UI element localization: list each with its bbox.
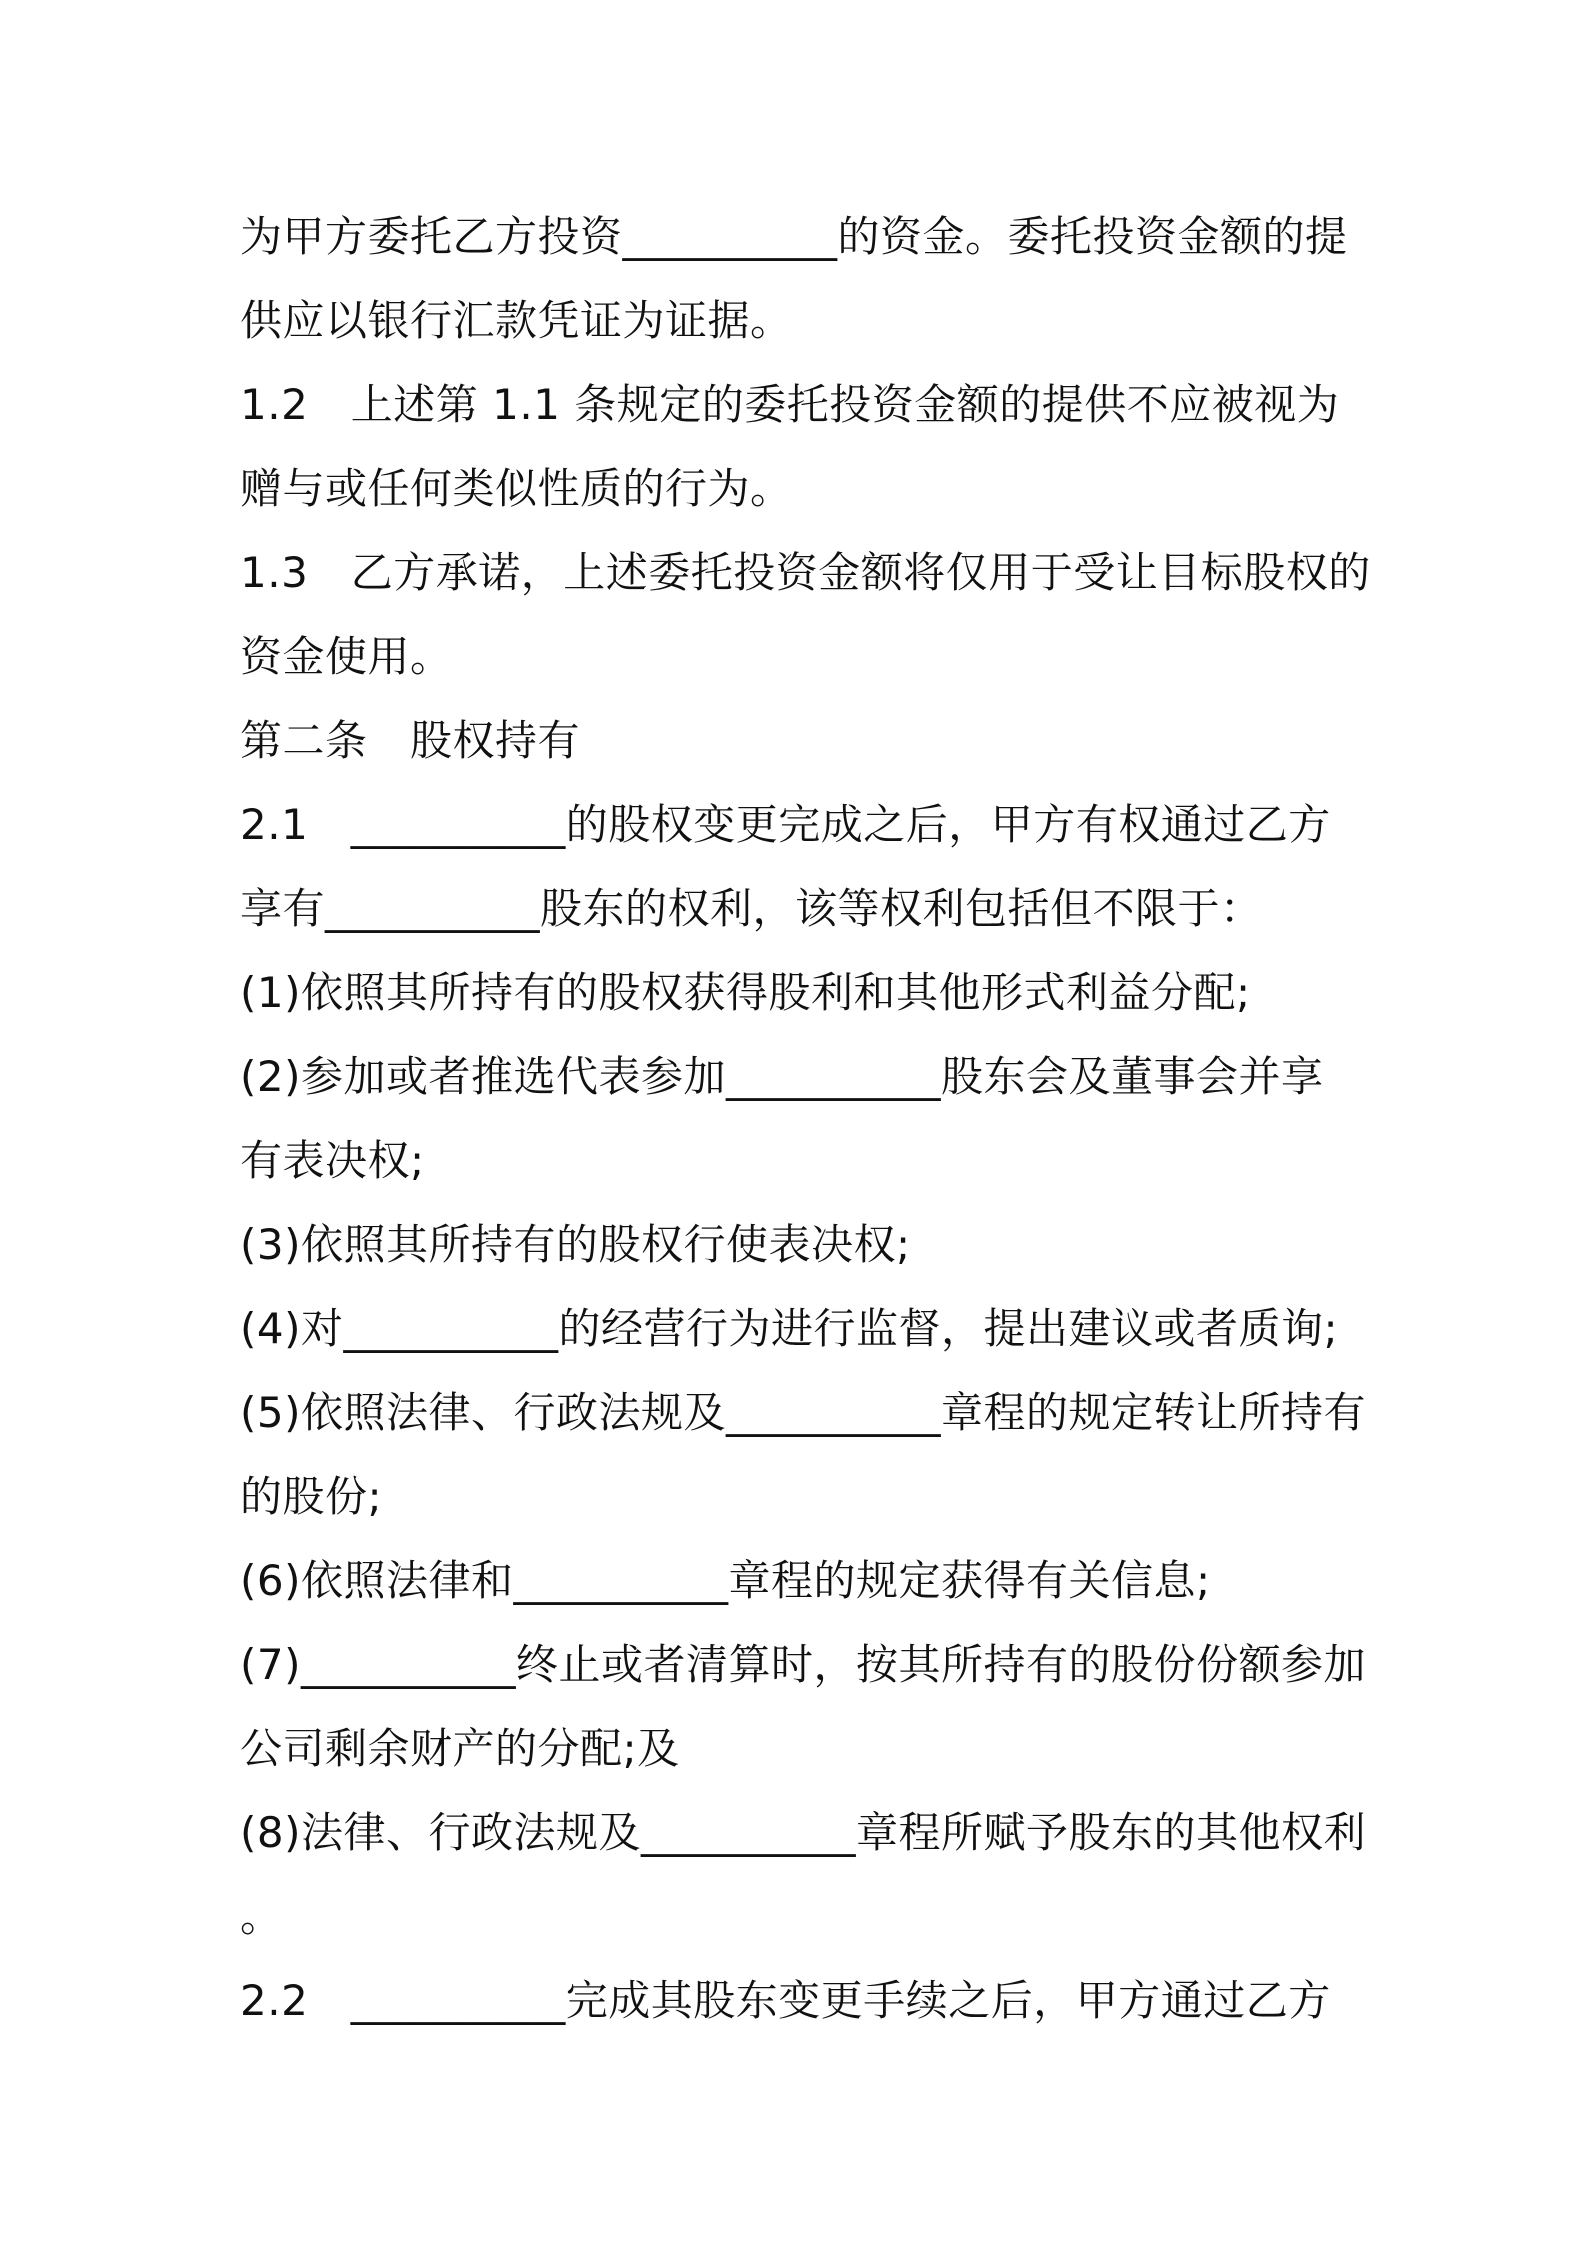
list-item-7: (7)__________终止或者清算时，按其所持有的股份份额参加 bbox=[240, 1640, 1366, 1689]
clause-2-2: 2.2 __________完成其股东变更手续之后，甲方通过乙方 bbox=[240, 1976, 1331, 2025]
text-line: 公司剩余财产的分配;及 bbox=[240, 1724, 680, 1773]
text-line: 有表决权; bbox=[240, 1136, 425, 1185]
list-item-3: (3)依照其所持有的股权行使表决权; bbox=[240, 1220, 911, 1269]
list-item-5: (5)依照法律、行政法规及__________章程的规定转让所持有 bbox=[240, 1388, 1366, 1437]
clause-2-1: 2.1 __________的股权变更完成之后，甲方有权通过乙方 bbox=[240, 800, 1331, 849]
text-line: 。 bbox=[240, 1892, 283, 1941]
list-item-1: (1)依照其所持有的股权获得股利和其他形式利益分配; bbox=[240, 968, 1251, 1017]
text-line: 赠与或任何类似性质的行为。 bbox=[240, 464, 793, 513]
text-line: 为甲方委托乙方投资__________的资金。委托投资金额的提 bbox=[240, 212, 1348, 261]
list-item-8: (8)法律、行政法规及__________章程所赋予股东的其他权利 bbox=[240, 1808, 1366, 1857]
clause-1-2: 1.2 上述第 1.1 条规定的委托投资金额的提供不应被视为 bbox=[240, 380, 1340, 429]
text-line: 供应以银行汇款凭证为证据。 bbox=[240, 296, 793, 345]
text-line: 资金使用。 bbox=[240, 632, 453, 681]
list-item-2: (2)参加或者推选代表参加__________股东会及董事会并享 bbox=[240, 1052, 1324, 1101]
list-item-4: (4)对__________的经营行为进行监督，提出建议或者质询; bbox=[240, 1304, 1339, 1353]
text-line: 享有__________股东的权利，该等权利包括但不限于： bbox=[240, 884, 1263, 933]
article-2-heading: 第二条 股权持有 bbox=[240, 716, 581, 765]
text-line: 的股份; bbox=[240, 1472, 383, 1521]
clause-1-3: 1.3 乙方承诺，上述委托投资金额将仅用于受让目标股权的 bbox=[240, 548, 1371, 597]
document-body bbox=[240, 195, 1371, 2043]
list-item-6: (6)依照法律和__________章程的规定获得有关信息; bbox=[240, 1556, 1211, 1605]
